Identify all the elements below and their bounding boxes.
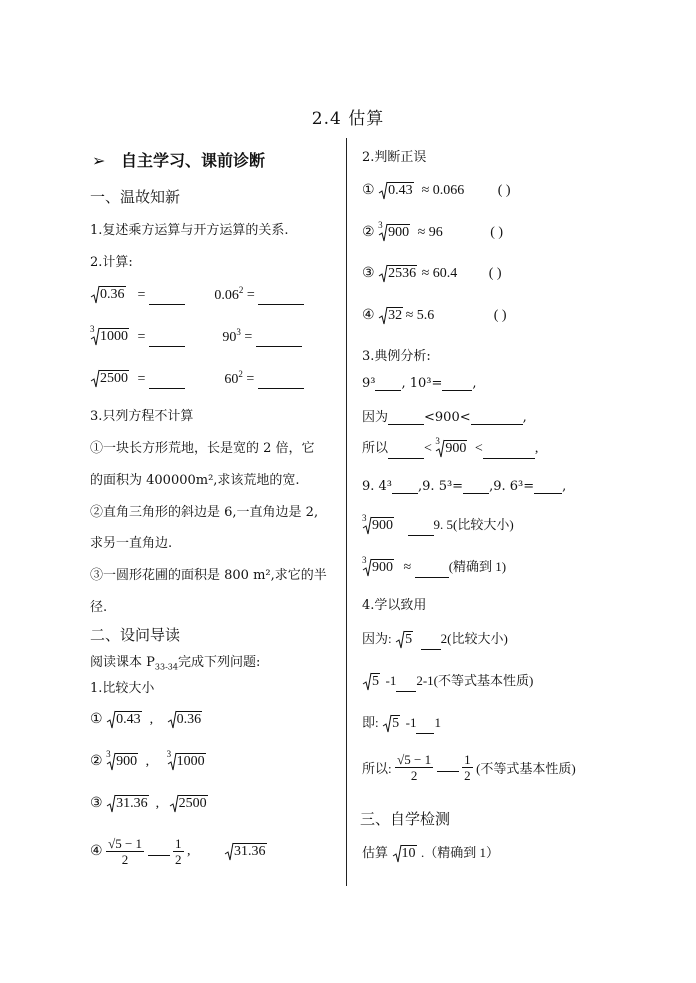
sqrt-expression: 0.36 <box>90 285 134 305</box>
answer-blank[interactable] <box>483 446 535 459</box>
compare-row-1: ① 0.43 , 0.36 <box>90 710 207 730</box>
question-1: 1.复述乘方运算与开方运算的关系. <box>90 223 289 238</box>
q3b-line1: ②直角三角形的斜边是 6,一直角边是 2, <box>90 505 319 520</box>
calc-row-3: 2500 = $60^2$ = <box>90 369 304 389</box>
apply-line-1: 因为: 5 2(比较大小) <box>362 628 508 650</box>
judge-row-1: ① 0.43 ≈ 0.066 ( ) <box>362 181 511 201</box>
q3b-line2: 求另一直角边. <box>90 536 173 551</box>
calc-row-2: 3 1000 = $90^3$ = <box>90 327 302 347</box>
column-divider <box>346 138 347 886</box>
answer-blank[interactable] <box>388 446 424 459</box>
compare-row-3: ③ 31.36 , 2500 <box>90 794 213 814</box>
question-2: 2.计算: <box>90 255 133 270</box>
answer-blank[interactable] <box>258 292 304 305</box>
compare-row-2: ② 3 900 , 3 1000 <box>90 752 211 772</box>
sqrt-expression: 2500 <box>169 794 213 814</box>
cbrt-expression: 3 900 <box>106 752 142 772</box>
cbrt-expression: 3 900 <box>362 558 400 578</box>
answer-parentheses[interactable]: ( ) <box>490 225 504 241</box>
example-line-1: 9³ , 10³= , <box>362 376 477 391</box>
cbrt-expression: 3 1000 <box>167 752 211 772</box>
sqrt-expression: 10 <box>392 844 418 864</box>
example-line-6: 3 900 ≈ (精确到 1) <box>362 556 506 578</box>
judge-row-3: ③ 2536 ≈ 60.4 ( ) <box>362 264 502 284</box>
question-3: 3.只列方程不计算 <box>90 409 194 424</box>
example-line-4: 9. 4³ ,9. 5³= ,9. 6³= , <box>362 479 567 494</box>
calc-row-1: 0.36 = $0.06^2$ = <box>90 285 304 305</box>
compare-title: 1.比较大小 <box>90 681 155 696</box>
answer-blank[interactable] <box>149 376 185 389</box>
apply-line-3: 即: 5 -1 1 <box>362 712 441 734</box>
arrow-bullet-icon: ➢ <box>92 151 106 170</box>
part-heading-3: 三、自学检测 <box>360 810 451 828</box>
answer-blank[interactable] <box>421 637 441 650</box>
apply-line-4: 所以: $\frac{√5 - 1}{2}$ $\frac{1}{2}$ (不等式基本性质) <box>362 752 576 783</box>
sqrt-expression: 0.43 <box>106 710 146 730</box>
fraction: $\frac{√5 - 1}{2}$ <box>397 752 432 783</box>
answer-parentheses[interactable]: ( ) <box>493 308 507 324</box>
judge-row-2: ② 3 900 ≈ 96 ( ) <box>362 223 503 243</box>
apply-line-2: 5 -1 2-1(不等式基本性质) <box>362 670 533 692</box>
sqrt-expression: 2500 <box>90 369 134 389</box>
q3c-line2: 径. <box>90 600 108 615</box>
answer-blank[interactable] <box>256 334 302 347</box>
answer-blank[interactable] <box>388 412 424 425</box>
answer-parentheses[interactable]: ( ) <box>497 183 511 199</box>
example-title: 3.典例分析: <box>362 349 431 364</box>
answer-blank[interactable] <box>392 481 418 494</box>
answer-blank[interactable] <box>149 334 185 347</box>
answer-blank[interactable] <box>437 763 459 772</box>
cbrt-expression: 3 900 <box>362 516 400 536</box>
fraction: $\frac{1}{2}$ <box>464 752 471 783</box>
cbrt-expression: 3 900 <box>435 439 471 459</box>
part-heading-1: 一、温故知新 <box>90 188 181 206</box>
sqrt-expression: 32 <box>378 306 402 326</box>
section-heading-1: ➢ 自主学习、课前诊断 <box>92 151 265 170</box>
example-line-5: 3 900 9. 5(比较大小) <box>362 514 514 536</box>
fraction: $\frac{1}{2}$ <box>175 836 182 867</box>
example-line-2: 因为 <900< , <box>362 410 527 425</box>
apply-title: 4.学以致用 <box>362 598 427 613</box>
q3c-line1: ③一圆形花圃的面积是 800 m²,求它的半 <box>90 568 327 583</box>
sqrt-expression: 0.36 <box>167 710 207 730</box>
sqrt-expression: 0.43 <box>378 181 418 201</box>
fraction: $\frac{√5 - 1}{2}$ <box>108 836 143 867</box>
answer-blank[interactable] <box>396 679 416 692</box>
sqrt-expression: 5 <box>395 630 415 650</box>
answer-blank[interactable] <box>408 523 434 536</box>
sqrt-expression: 31.36 <box>106 794 152 814</box>
sqrt-expression: 5 <box>382 714 402 734</box>
page-title: 2.4 估算 <box>311 109 385 129</box>
judge-row-4: ④ 32 ≈ 5.6 ( ) <box>362 306 507 326</box>
example-line-3: 所以 < 3 900 < , <box>362 437 538 459</box>
answer-blank[interactable] <box>415 565 449 578</box>
answer-parentheses[interactable]: ( ) <box>488 266 502 282</box>
answer-blank[interactable] <box>471 412 523 425</box>
q3a-line2: 的面积为 400000m²,求该荒地的宽. <box>90 473 300 488</box>
cbrt-expression: 3 1000 <box>90 327 134 347</box>
answer-blank[interactable] <box>258 376 304 389</box>
q3a-line1: ①一块长方形荒地，长是宽的 2 倍，它 <box>90 441 315 456</box>
reading-instruction: 阅读课本 $P_{33-34}$完成下列问题: <box>90 655 261 672</box>
answer-blank[interactable] <box>463 481 489 494</box>
answer-blank[interactable] <box>534 481 562 494</box>
cbrt-expression: 3 900 <box>378 223 414 243</box>
judge-title: 2.判断正误 <box>362 150 427 165</box>
sqrt-expression: 5 <box>362 672 382 692</box>
answer-blank[interactable] <box>149 292 185 305</box>
answer-blank[interactable] <box>442 378 472 391</box>
part-heading-2: 二、设问导读 <box>90 626 181 644</box>
compare-row-4: ④ $\frac{√5 - 1}{2}$ $\frac{1}{2}$ , 31.36 <box>90 836 270 867</box>
sqrt-expression: 31.36 <box>224 842 270 862</box>
sqrt-expression: 2536 <box>378 264 418 284</box>
answer-blank[interactable] <box>375 378 401 391</box>
answer-blank[interactable] <box>148 847 170 856</box>
estimate-task: 估算 10 .（精确到 1） <box>362 842 499 864</box>
answer-blank[interactable] <box>416 721 434 734</box>
